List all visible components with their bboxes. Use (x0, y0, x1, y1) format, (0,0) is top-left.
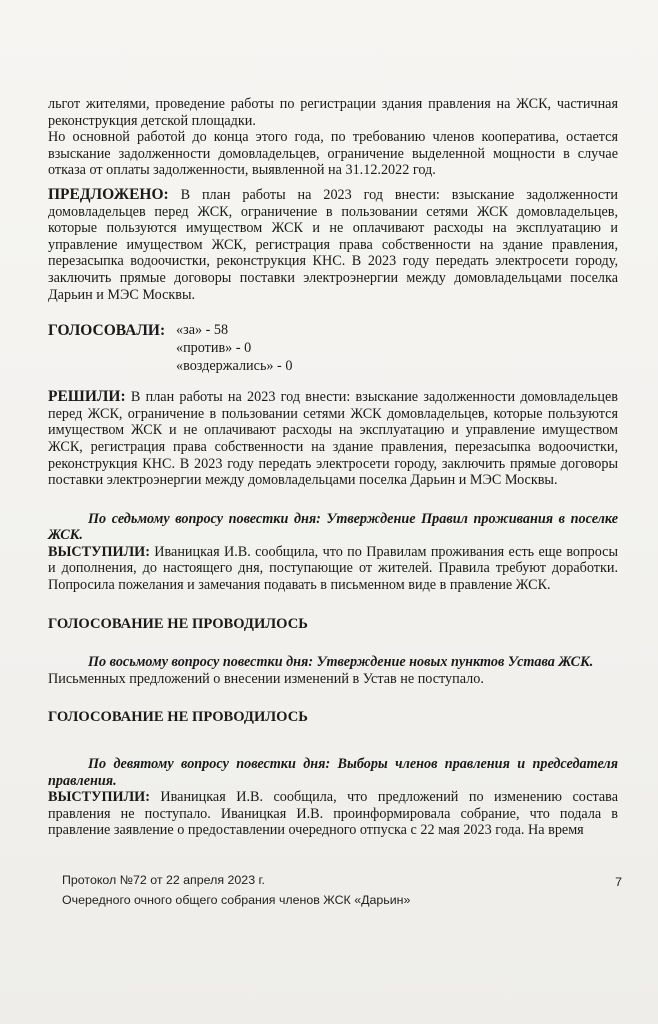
decided-section (48, 389, 618, 489)
no-vote-heading: ГОЛОСОВАНИЕ НЕ ПРОВОДИЛОСЬ (48, 615, 308, 632)
proposed-label: ПРЕДЛОЖЕНО: (48, 185, 169, 203)
question-9-title: По девятому вопросу повестки дня: Выборы членов правления и председателя правления. (48, 756, 618, 789)
question-9-speech (48, 789, 618, 839)
footer-meeting: Очередного очного общего собрания членов ЖСК «Дарьин» (62, 893, 411, 907)
decided-text: В план работы на 2023 год внести: взыскание задолженности домовладельцев перед ЖСК, ограничение в пользовании сетями ЖСК домовладельцев, которые пользуются имуществом ЖСК и не оплачивают расходы на эксплуатацию и управление имуществом ЖСК, регистрация права собственности на здание правления, перезасыпка водоочистки, реконструкция КНС. В 2023 году передать электросети городу, заключить прямые договоры поставки электроэнергии между домовладельцами поселка Дарьин и МЭС Москвы. (48, 389, 618, 489)
proposed-text: В план работы на 2023 год внести: взыскание задолженности домовладельцев перед ЖСК, ограничение в пользовании сетями ЖСК домовладельцев, которые пользуются имуществом ЖСК и не оплачивают расходы на эксплуатацию и управление имуществом ЖСК, регистрация права собственности на здание правления, перезасыпка водоочистки, реконструкция КНС. В 2023 году передать электросети городу, заключить прямые договоры поставки электроэнергии между домовладельцами поселка Дарьин и МЭС Москвы. (48, 186, 618, 303)
document-body (48, 96, 618, 839)
paragraph-intro: льгот жителями, проведение работы по регистрации здания правления на ЖСК, частичная реконструкция детской площадки. (48, 96, 618, 129)
vote-results (176, 321, 292, 375)
decided-label: РЕШИЛИ: (48, 388, 126, 406)
page-number: 7 (615, 875, 622, 889)
proposed-section (48, 187, 618, 303)
question-7-speech (48, 544, 618, 594)
question-7-title: По седьмому вопросу повестки дня: Утверждение Правил проживания в поселке ЖСК. (48, 510, 618, 544)
vote-label: ГОЛОСОВАЛИ: (48, 322, 166, 340)
spoke-text: Иваницкая И.В. сообщила, что по Правилам проживания есть еще вопросы и дополнения, до настоящего дня, поступающие от жителей. Правила требуют доработки. Попросила пожелания и замечания подавать в письменном виде в правление ЖСК. (48, 543, 618, 594)
spoke-label: ВЫСТУПИЛИ: (48, 543, 150, 560)
no-vote-heading: ГОЛОСОВАНИЕ НЕ ПРОВОДИЛОСЬ (48, 709, 308, 726)
page-footer (62, 870, 622, 910)
spoke-label: ВЫСТУПИЛИ: (48, 789, 150, 806)
footer-protocol: Протокол №72 от 22 апреля 2023 г. (62, 873, 265, 887)
question-8-title: По восьмому вопросу повестки дня: Утверждение новых пунктов Устава ЖСК. (88, 654, 594, 671)
vote-against: «против» - 0 (176, 340, 252, 357)
vote-abstain: «воздержались» - 0 (176, 358, 293, 375)
question-8-text: Письменных предложений о внесении изменений в Устав не поступало. (48, 670, 484, 687)
vote-block (48, 321, 618, 375)
spoke-text: Иваницкая И.В. сообщила, что предложений по изменению состава правления не поступало. Иваницкая И.В. проинформировала собрание, что подала в правление заявление о предоставлении очередного отпуска с 22 мая 2023 года. На время (48, 789, 618, 839)
paragraph-main-work: Но основной работой до конца этого года, по требованию членов кооператива, остается взыскание задолженности домовладельцев, ограничение выделенной мощности в случае отказа от оплаты задолженности, выявленной на 31.12.2022 год. (48, 129, 618, 179)
vote-for: «за» - 58 (176, 322, 229, 339)
